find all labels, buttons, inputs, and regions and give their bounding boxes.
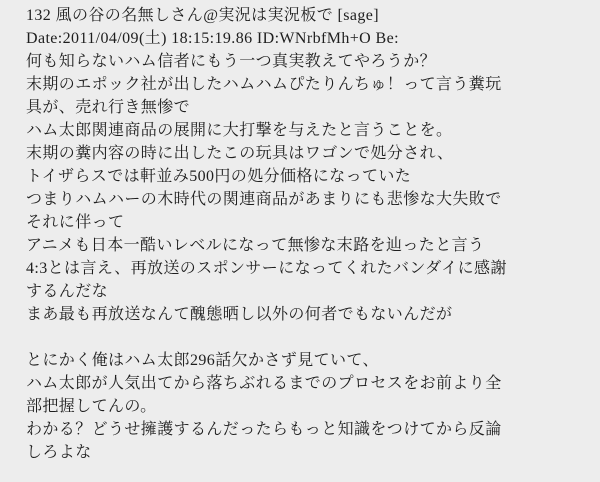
post-body-line: 末期の糞内容の時に出したこの玩具はワゴンで処分され、 — [26, 145, 454, 162]
post-body-line: 4:3とは言え、再放送のスポンサーになってくれたバンダイに感謝 — [26, 260, 507, 277]
post-body-line: アニメも日本一酷いレベルになって無惨な末路を辿ったと言う — [26, 237, 485, 254]
post-body-line: 末期のエポック社が出したハムハムぴたりんちゅ！って言う糞玩 — [26, 76, 502, 93]
post-body-line — [26, 326, 592, 349]
post-body-line: 何も知らないハム信者にもう一つ真実教えてやろうか？ — [26, 53, 437, 70]
post-header-line: 132 風の谷の名無しさん@実況は実況板で [sage] — [26, 7, 380, 24]
post-body-line: ハム太郎が人気出てから落ちぶれるまでのプロセスをお前より全 — [26, 375, 502, 392]
post-body-line: トイザらスでは軒並み500円の処分価格になっていた — [26, 168, 412, 185]
post-body-line: するんだな — [26, 283, 109, 300]
post-body-line: つまりハムハーの木時代の関連商品があまりにも悲惨な大失敗で — [26, 191, 502, 208]
post-body-line: しろよな — [26, 444, 92, 461]
post-body-line: 具が、売れ行き無惨で — [26, 99, 191, 116]
post-date-line: Date:2011/04/09(土) 18:15:19.86 ID:WNrbfMh+O Be: — [26, 30, 399, 47]
post-body-line: それに伴って — [26, 214, 125, 231]
post-body-line: 部把握してんの。 — [26, 398, 157, 415]
post-body-line: ハム太郎関連商品の展開に大打撃を与えたと言うことを。 — [26, 122, 453, 139]
post-body-line: わかる？どうせ擁護するんだったらもっと知識をつけてから反論 — [26, 421, 502, 438]
post-body-line: とにかく俺はハム太郎296話欠かさず見ていて、 — [26, 352, 379, 369]
post-body-line: まあ最も再放送なんて醜態晒し以外の何者でもないんだが — [26, 306, 453, 323]
